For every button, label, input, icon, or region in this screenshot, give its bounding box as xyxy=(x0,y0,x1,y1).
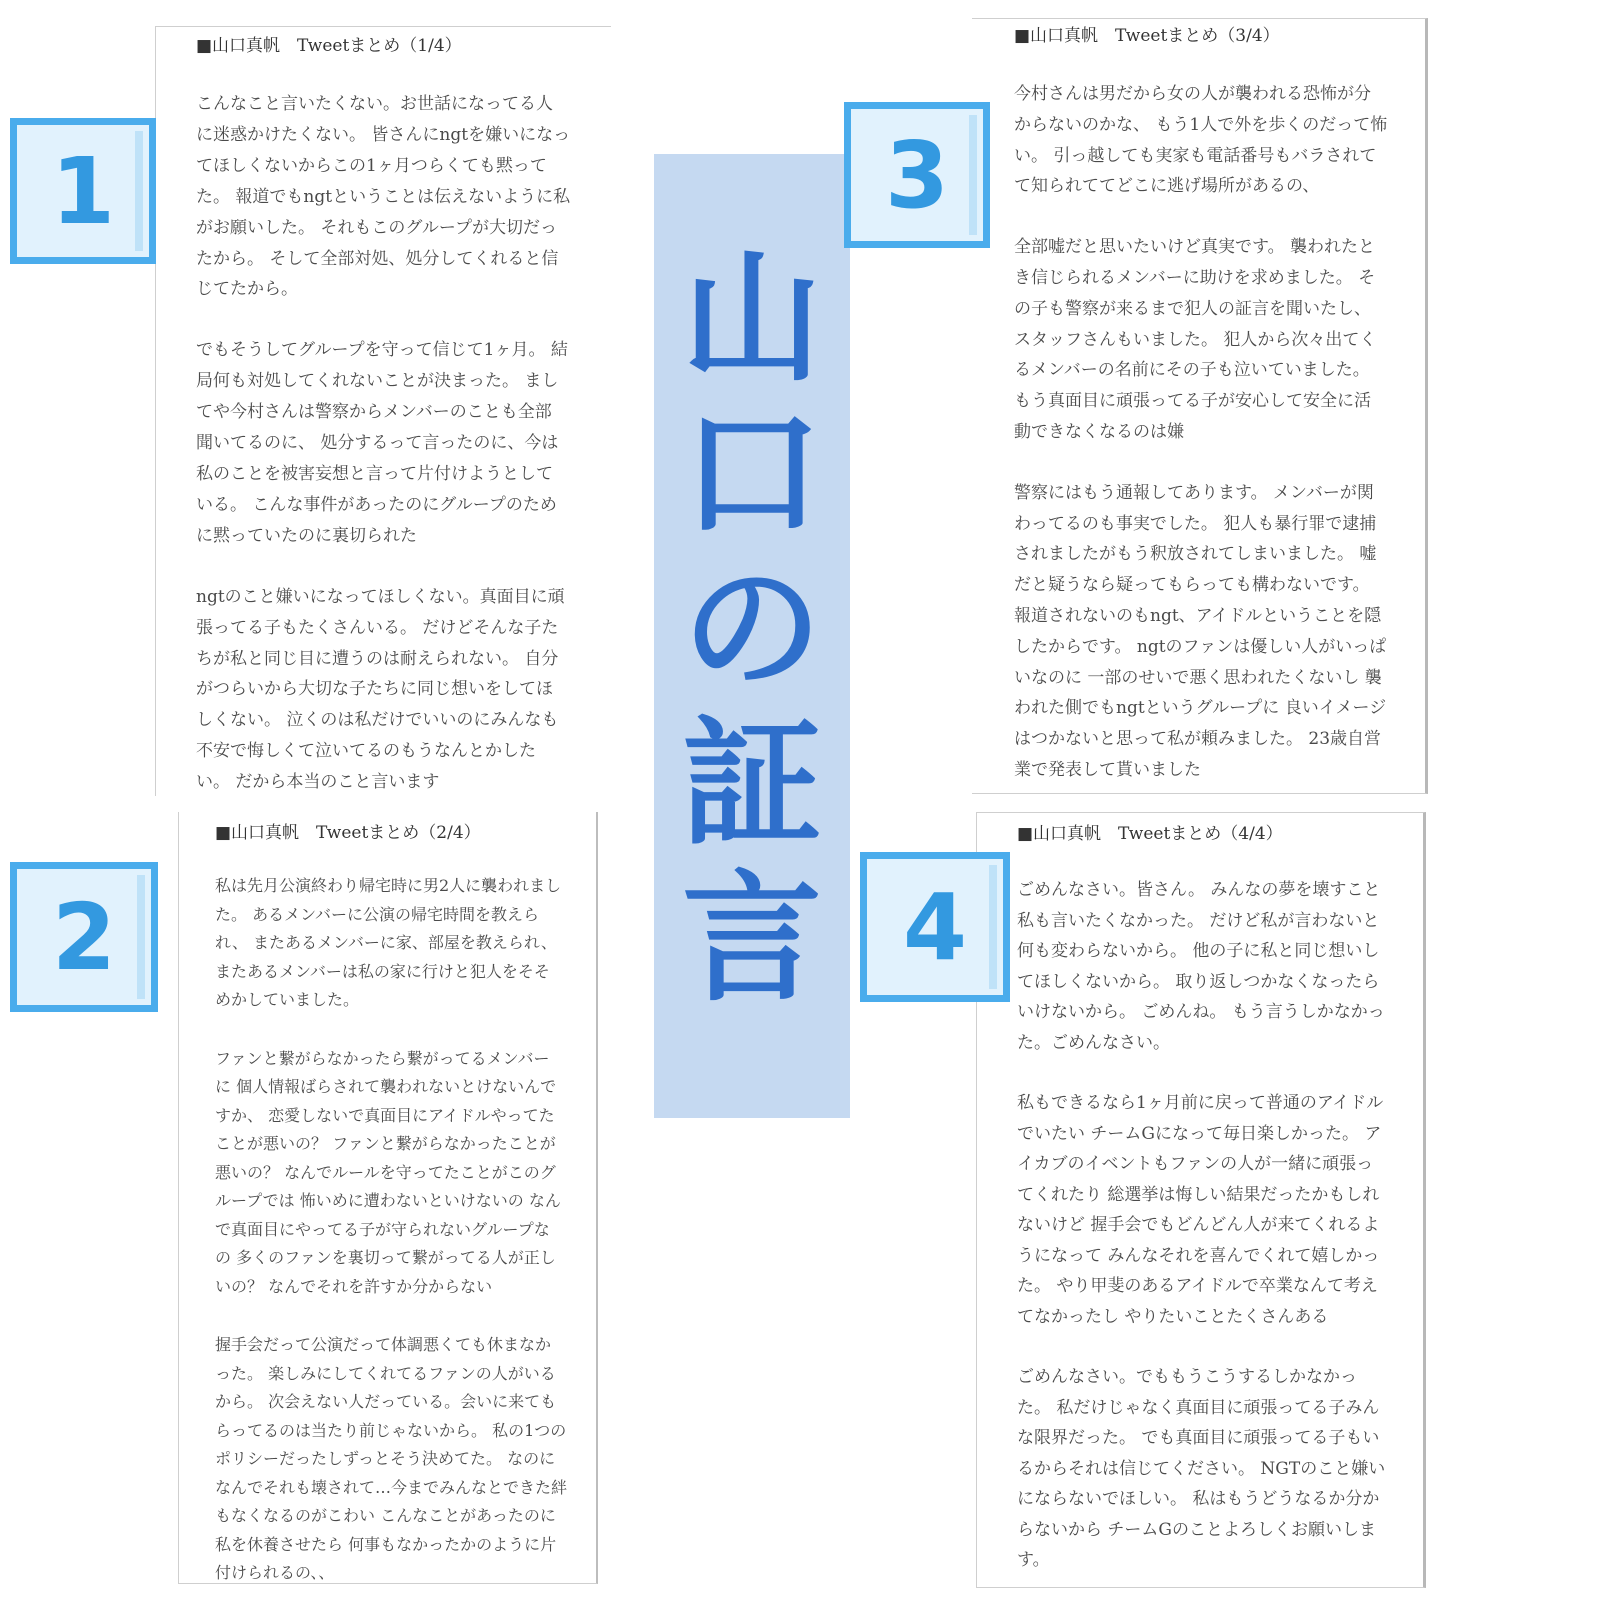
paragraph: ngtのこと嫌いになってほしくない。真面目に頑 張ってる子もたくさんいる。 だけどそんな子た ちが私と同じ目に遭うのは耐えられない。 自分 がつらいから大切な子たちに同じ想いをしてほ しくない。 泣くのは私だけでいいのにみんなも 不安で悔しくて泣いてるのもうなんとかした い。 だから本当のこと言います xyxy=(196,586,565,793)
paragraph: 握手会だって公演だって体調悪くても休まなか った。 楽しみにしてくれてるファンの人がいる から。 次会えない人だっている。会いに来ても らってるのは当たり前じゃないから。 私の1つの ポリシーだったしずっとそう決めてた。 なのに なんでそれも壊されて…今までみんなとできた絆 もなくなるのがこわい こんなことがあったのに 私を休養させたら 何事もなかったかのように片 付けられるの、、 xyxy=(215,1335,568,1582)
tweet-panel-1 xyxy=(155,26,611,796)
number-badge-3 xyxy=(844,102,990,248)
tweet-panel-3 xyxy=(972,18,1428,794)
title-char: 口 xyxy=(681,393,822,556)
title-char: の xyxy=(681,548,822,711)
paragraph: 私は先月公演終わり帰宅時に男2人に襲われまし た。 あるメンバーに公演の帰宅時間を教えら れ、 またあるメンバーに家、部屋を教えられ、 またあるメンバーは私の家に行けと犯人をそそ めかしていました。 xyxy=(215,876,562,1009)
title-char: 山 xyxy=(681,238,822,401)
badge-number: 3 xyxy=(884,121,949,229)
paragraph: ごめんなさい。でももうこうするしかなかっ た。 私だけじゃなく真面目に頑張ってる子みん な限界だった。 でも真面目に頑張ってる子もい るからそれは信じてください。 NGTのこと嫌い にならないでほしい。 私はもうどうなるか分か らないから チームGのことよろしくお願いしま す。 xyxy=(1017,1367,1386,1570)
tweet-panel-4 xyxy=(976,812,1426,1588)
panel-heading: ■山口真帆 Tweetまとめ（3/4） xyxy=(1014,26,1280,46)
title-char: 証 xyxy=(681,703,822,866)
badge-number: 4 xyxy=(902,873,967,981)
paragraph: 今村さんは男だから女の人が襲われる恐怖が分 からないのかな、 もう1人で外を歩くのだって怖 い。 引っ越しても実家も電話番号もバラされて て知られててどこに逃げ場所があるの、 xyxy=(1014,84,1388,197)
title-band xyxy=(654,154,850,1118)
tweet-panel-2 xyxy=(178,812,598,1584)
badge-number: 2 xyxy=(51,883,116,991)
number-badge-2 xyxy=(10,862,158,1012)
title-char: 言 xyxy=(681,858,822,1021)
panel-heading: ■山口真帆 Tweetまとめ（1/4） xyxy=(196,36,462,56)
paragraph: こんなこと言いたくない。お世話になってる人 に迷惑かけたくない。 皆さんにngtを嫌いになっ てほしくないからこの1ヶ月つらくても黙って た。 報道でもngtということは伝えないように私 がお願いした。 それもこのグループが大切だっ たから。 そして全部対処、処分してくれると信 じてたから。 xyxy=(196,94,571,300)
panel-body xyxy=(1014,79,1409,786)
paragraph: 私もできるなら1ヶ月前に戻って普通のアイドル でいたい チームGになって毎日楽しかった。 ア イカブのイベントもファンの人が一緒に頑張っ てくれたり 総選挙は悔しい結果だったかもしれ ないけど 握手会でもどんどん人が来てくれるよ うになって みんなそれを喜んでくれて嬉しかっ た。 やり甲斐のあるアイドルで卒業なんて考え てなかったし やりたいことたくさんある xyxy=(1017,1093,1384,1327)
panel-body xyxy=(196,89,596,798)
paragraph: ごめんなさい。皆さん。 みんなの夢を壊すこと 私も言いたくなかった。 だけど私が言わないと 何も変わらないから。 他の子に私と同じ想いし てほしくないから。 取り返しつかなくなったら いけないから。 ごめんね。 もう言うしかなかっ た。ごめんなさい。 xyxy=(1017,880,1385,1053)
number-badge-1 xyxy=(10,118,156,264)
paragraph: 全部嘘だと思いたいけど真実です。 襲われたと き信じられるメンバーに助けを求めました。 そ の子も警察が来るまで犯人の証言を聞いたし、 スタッフさんもいました。 犯人から次々出てく るメンバーの名前にその子も泣いていました。 もう真面目に頑張ってる子が安心して安全に活 動できなくなるのは嫌 xyxy=(1014,237,1377,442)
panel-body xyxy=(215,872,590,1588)
number-badge-4 xyxy=(860,852,1010,1002)
panel-heading: ■山口真帆 Tweetまとめ（4/4） xyxy=(1017,824,1283,844)
paragraph: でもそうしてグループを守って信じて1ヶ月。 結 局何も対処してくれないことが決まった。 まし てや今村さんは警察からメンバーのことも全部 聞いてるのに、 処分するって言ったのに、今は 私のことを被害妄想と言って片付けようとして いる。 こんな事件があったのにグループのため に黙っていたのに裏切られた xyxy=(196,340,568,546)
paragraph: 警察にはもう通報してあります。 メンバーが関 わってるのも事実でした。 犯人も暴行罪で逮捕 されましたがもう釈放されてしまいました。 嘘 だと疑うなら疑ってもらっても構わないです。 報道されないのもngt、アイドルということを隠 したからです。 ngtのファンは優しい人がいっぱ いなのに 一部のせいで悪く思われたくないし 襲 われた側でもngtというグループに 良いイメージ はつかないと思って私が頼みました。 23歳自営 業で発表して貰いました xyxy=(1014,482,1387,780)
paragraph: ファンと繋がらなかったら繋がってるメンバー に 個人情報ばらされて襲われないとけないんで すか、 恋愛しないで真面目にアイドルやってた ことが悪いの？ ファンと繋がらなかったことが 悪いの？ なんでルールを守ってたことがこのグ ループでは 怖いめに遭わないといけないの なん で真面目にやってる子が守られないグループな の 多くのファンを裏切って繋がってる人が正し いの？ なんでそれを許すか分からない xyxy=(215,1048,561,1296)
panel-body xyxy=(1017,875,1409,1576)
panel-heading: ■山口真帆 Tweetまとめ（2/4） xyxy=(215,823,481,843)
badge-number: 1 xyxy=(50,137,115,245)
